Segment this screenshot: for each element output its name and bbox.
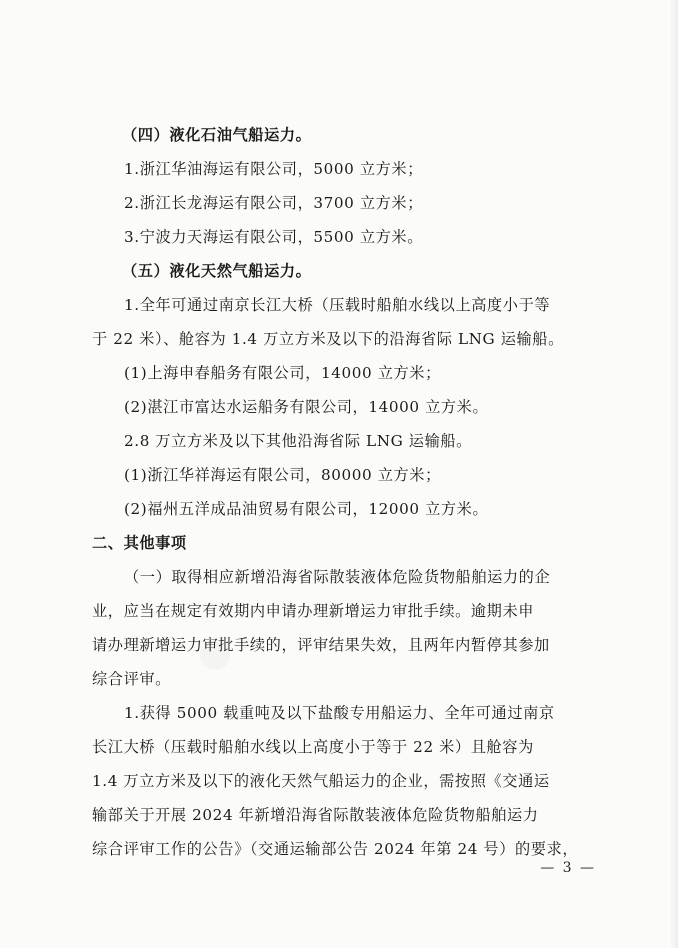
other-p2-line3: 1.4 万立方米及以下的液化天然气船运力的企业，需按照《交通运 xyxy=(92,772,550,790)
other-p1-line4: 综合评审。 xyxy=(92,670,171,688)
lng-sub2: 2.8 万立方米及以下其他沿海省际 LNG 运输船。 xyxy=(124,432,472,450)
document-body xyxy=(92,118,612,866)
lpg-heading: （四）液化石油气船运力。 xyxy=(122,126,312,144)
other-p1-line3: 请办理新增运力审批手续的，评审结果失效，且两年内暂停其参加 xyxy=(92,636,550,654)
lng-sub1-item-2: (2)湛江市富达水运船务有限公司，14000 立方米。 xyxy=(124,398,489,416)
lpg-item-2: 2.浙江长龙海运有限公司，3700 立方米； xyxy=(124,194,423,212)
lng-sub1-line2: 于 22 米）、舱容为 1.4 万立方米及以下的沿海省际 LNG 运输船。 xyxy=(92,330,564,348)
lng-sub2-item-1: (1)浙江华祥海运有限公司，80000 立方米； xyxy=(124,466,441,484)
other-p2-line5: 综合评审工作的公告》（交通运输部公告 2024 年第 24 号）的要求， xyxy=(92,840,579,858)
lng-sub1-line1: 1.全年可通过南京长江大桥（压载时船舶水线以上高度小于等 xyxy=(124,296,551,314)
lpg-item-1: 1.浙江华油海运有限公司，5000 立方米； xyxy=(124,160,423,178)
other-p2-line2: 长江大桥（压载时船舶水线以上高度小于等于 22 米）且舱容为 xyxy=(92,738,534,756)
scan-edge-shadow xyxy=(668,0,678,948)
other-p1-line1: （一）取得相应新增沿海省际散装液体危险货物船舶运力的企 xyxy=(124,568,551,586)
other-matters-heading: 二、其他事项 xyxy=(92,534,187,552)
lpg-item-3: 3.宁波力天海运有限公司，5500 立方米。 xyxy=(124,228,423,246)
lng-sub1-item-1: (1)上海申春船务有限公司，14000 立方米； xyxy=(124,364,441,382)
other-p2-line1: 1.获得 5000 载重吨及以下盐酸专用船运力、全年可通过南京 xyxy=(124,704,555,722)
page-number: — 3 — xyxy=(540,860,596,876)
other-p1-line2: 业，应当在规定有效期内申请办理新增运力审批手续。逾期未申 xyxy=(92,602,535,620)
other-p2-line4: 输部关于开展 2024 年新增沿海省际散装液体危险货物船舶运力 xyxy=(92,806,539,824)
lng-sub2-item-2: (2)福州五洋成品油贸易有限公司，12000 立方米。 xyxy=(124,500,489,518)
lng-heading: （五）液化天然气船运力。 xyxy=(122,262,312,280)
